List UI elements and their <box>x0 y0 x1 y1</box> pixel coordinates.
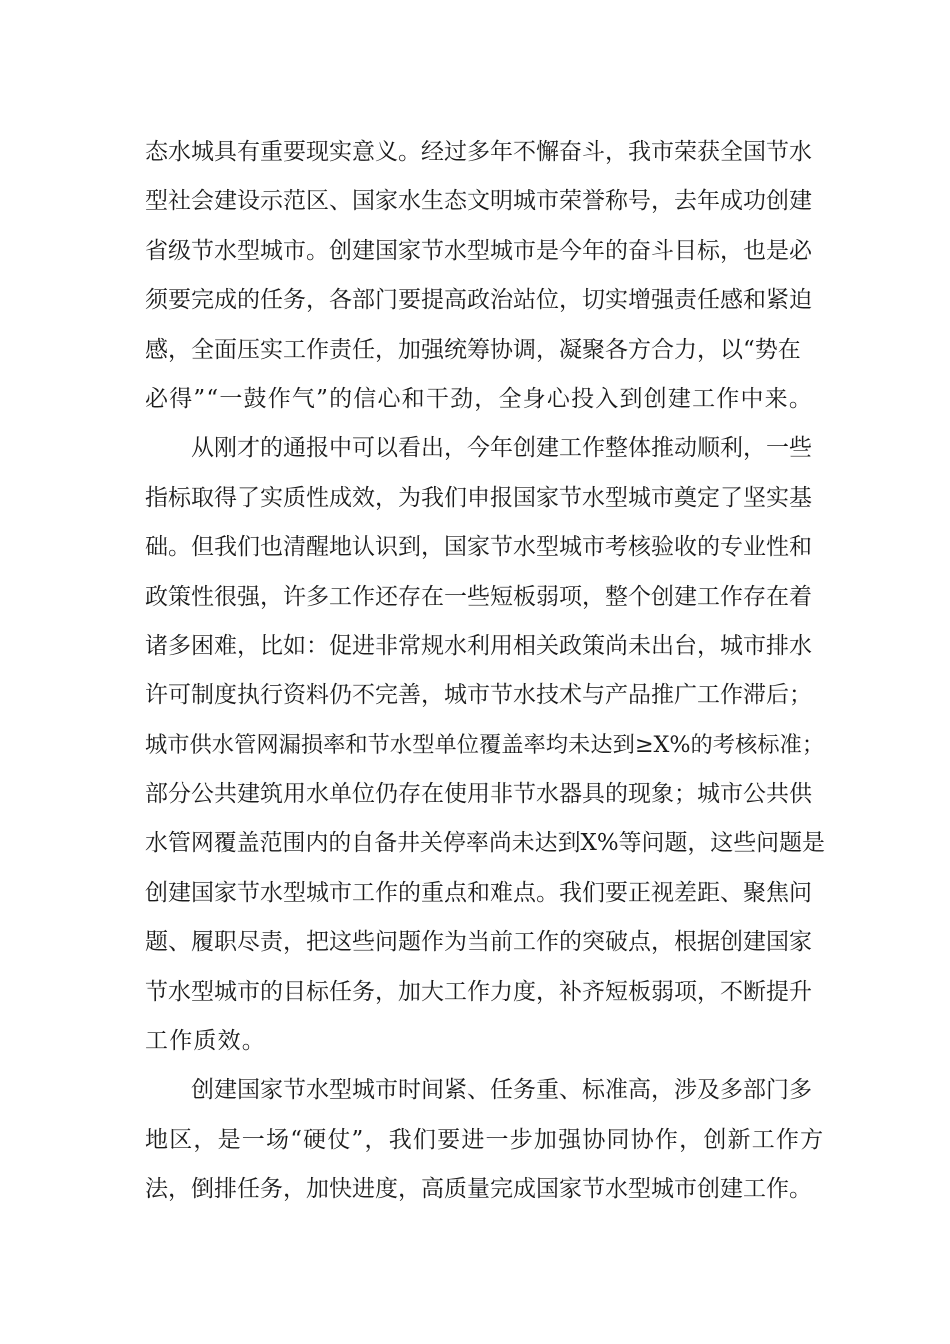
text-line: 城市供水管网漏损率和节水型单位覆盖率均未达到≥X%的考核标准； <box>145 731 825 758</box>
text-line: 感，全面压实工作责任，加强统筹协调，凝聚各方合力，以“势在 <box>145 336 801 363</box>
text-line: 地区，是一场“硬仗”，我们要进一步加强协同协作，创新工作方 <box>145 1126 825 1153</box>
text-line: 题、履职尽责，把这些问题作为当前工作的突破点，根据创建国家 <box>145 929 812 956</box>
text-line: 法，倒排任务，加快进度，高质量完成国家节水型城市创建工作。 <box>145 1176 812 1203</box>
text-line: 础。但我们也清醒地认识到，国家节水型城市考核验收的专业性和 <box>145 534 812 561</box>
text-line: 省级节水型城市。创建国家节水型城市是今年的奋斗目标，也是必 <box>145 237 812 264</box>
text-line: 创建国家节水型城市工作的重点和难点。我们要正视差距、聚焦问 <box>145 879 812 906</box>
text-line: 部分公共建筑用水单位仍存在使用非节水器具的现象；城市公共供 <box>145 781 812 808</box>
text-line: 创建国家节水型城市时间紧、任务重、标准高，涉及多部门多 <box>191 1077 812 1104</box>
body-text <box>145 128 825 1215</box>
text-line: 必得”“一鼓作气”的信心和干劲，全身心投入到创建工作中来。 <box>145 385 814 412</box>
text-line: 工作质效。 <box>145 1028 266 1055</box>
text-line: 许可制度执行资料仍不完善，城市节水技术与产品推广工作滞后； <box>145 682 812 709</box>
text-line: 须要完成的任务，各部门要提高政治站位，切实增强责任感和紧迫 <box>145 287 812 314</box>
text-line: 态水城具有重要现实意义。经过多年不懈奋斗，我市荣获全国节水 <box>145 139 812 165</box>
text-line: 节水型城市的目标任务，加大工作力度，补齐短板弱项，不断提升 <box>145 978 812 1005</box>
text-line: 从刚才的通报中可以看出，今年创建工作整体推动顺利，一些 <box>191 435 812 462</box>
text-line: 诸多困难，比如：促进非常规水利用相关政策尚未出台，城市排水 <box>145 632 812 659</box>
text-line: 型社会建设示范区、国家水生态文明城市荣誉称号，去年成功创建 <box>145 188 812 215</box>
text-line: 政策性很强，许多工作还存在一些短板弱项，整个创建工作存在着 <box>145 583 812 610</box>
text-line: 水管网覆盖范围内的自备井关停率尚未达到X%等问题，这些问题是 <box>145 830 825 857</box>
text-line: 指标取得了实质性成效，为我们申报国家节水型城市奠定了坚实基 <box>145 484 812 511</box>
